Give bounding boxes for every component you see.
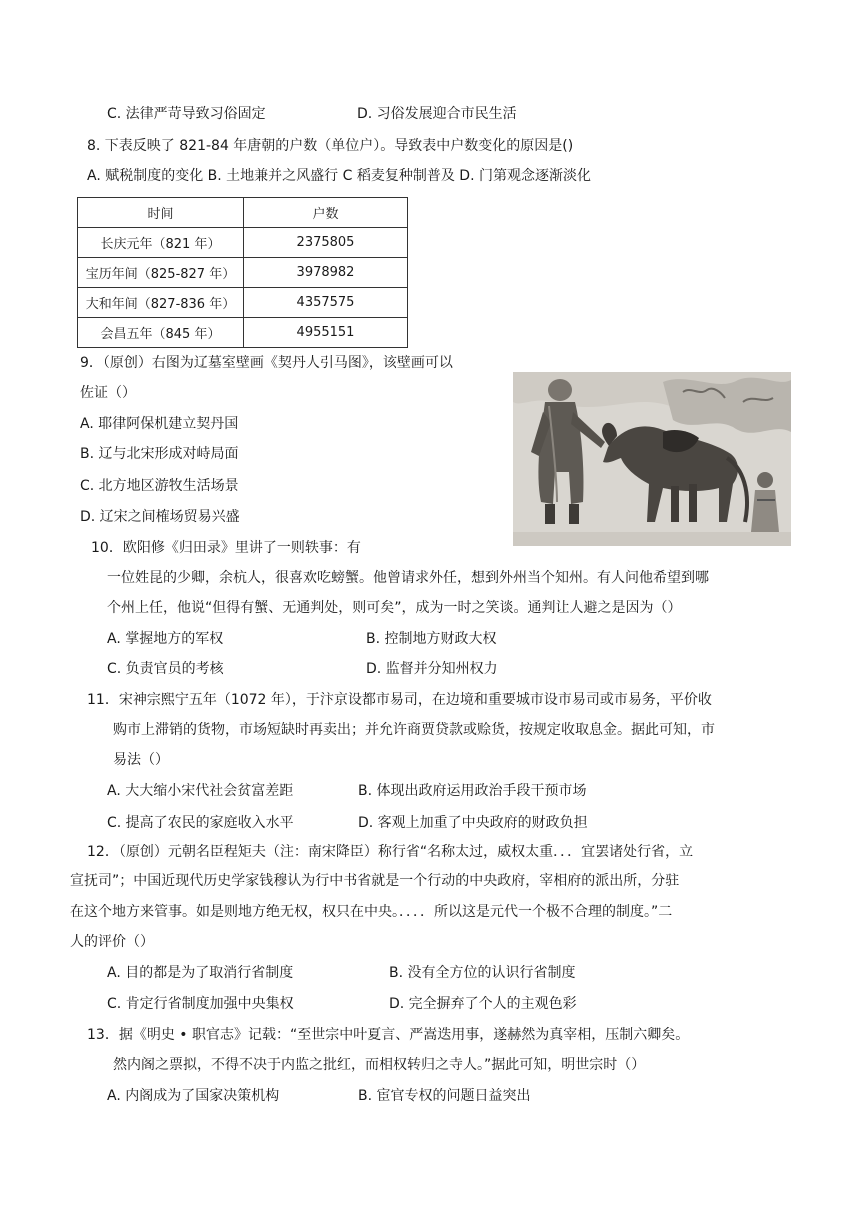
q7-option-c: C. 法律严苛导致习俗固定 [107, 106, 266, 122]
q13-option-b: B. 宦官专权的问题日益突出 [358, 1088, 531, 1104]
q9-option-b: B. 辽与北宋形成对峙局面 [80, 446, 239, 462]
q7-option-d: D. 习俗发展迎合市民生活 [357, 106, 517, 122]
table-cell-households: 3978982 [244, 258, 408, 288]
q10-option-c: C. 负责官员的考核 [107, 661, 224, 677]
q13-stem-line1: 13．据《明史 • 职官志》记载：“至世宗中叶夏言、严嵩迭用事，遂赫然为真宰相，压制六卿矣。 [87, 1027, 690, 1043]
table-row [78, 228, 408, 258]
table-cell-households: 2375805 [244, 228, 408, 258]
table-cell-time: 宝历年间（825-827 年） [78, 258, 244, 288]
q12-stem-line3: 在这个地方来管事。如是则地方绝无权，权只在中央。．．．．所以这是元代一个极不合理的制度。”二 [70, 904, 673, 920]
q11-stem-line1: 11．宋神宗熙宁五年（1072 年），于汴京设都市易司，在边境和重要城市设市易司或市易务，平价收 [87, 692, 712, 708]
q11-stem-line2: 购市上滞销的货物，市场短缺时再卖出；并允许商贾贷款或赊货，按规定收取息金。据此可知，市 [113, 722, 715, 738]
q13-option-a: A. 内阁成为了国家决策机构 [107, 1088, 280, 1104]
q9-option-a: A. 耶律阿保机建立契丹国 [80, 416, 239, 432]
table-header-households: 户数 [244, 198, 408, 228]
q9-option-c: C. 北方地区游牧生活场景 [80, 478, 239, 494]
q11-option-a: A. 大大缩小宋代社会贫富差距 [107, 783, 294, 799]
khitan-mural-image [513, 372, 791, 546]
household-table [77, 197, 408, 348]
table-row [78, 288, 408, 318]
table-cell-households: 4357575 [244, 288, 408, 318]
table-row [78, 258, 408, 288]
q9-stem-line1: 9．（原创）右图为辽墓室壁画《契丹人引马图》，该壁画可以 [80, 355, 453, 371]
q12-stem-line2: 宣抚司”；中国近现代历史学家钱穆认为行中书省就是一个行动的中央政府，宰相府的派出所，分驻 [70, 873, 680, 889]
q11-stem-line3: 易法（） [113, 752, 169, 768]
q13-stem-line2: 然内阁之票拟，不得不决于内监之批红，而相权转归之寺人。”据此可知，明世宗时（） [113, 1057, 646, 1073]
q10-option-b: B. 控制地方财政大权 [366, 631, 497, 647]
q10-stem-line3: 个州上任，他说“但得有蟹、无通判处，则可矣”，成为一时之笑谈。通判让人避之是因为（） [107, 600, 682, 616]
q10-stem-line1: 10．欧阳修《归田录》里讲了一则轶事：有 [91, 540, 361, 556]
table-cell-time: 大和年间（827-836 年） [78, 288, 244, 318]
q11-option-b: B. 体现出政府运用政治手段干预市场 [358, 783, 587, 799]
table-cell-households: 4955151 [244, 318, 408, 348]
table-cell-time: 长庆元年（821 年） [78, 228, 244, 258]
q12-stem-line1: 12．（原创）元朝名臣程矩夫（注：南宋降臣）称行省“名称太过，威权太重．．．宜罢诸处行省，立 [87, 844, 694, 860]
q11-option-c: C. 提高了农民的家庭收入水平 [107, 815, 294, 831]
table-cell-time: 会昌五年（845 年） [78, 318, 244, 348]
q10-option-a: A. 掌握地方的军权 [107, 631, 224, 647]
table-row [78, 318, 408, 348]
q11-option-d: D. 客观上加重了中央政府的财政负担 [358, 815, 588, 831]
q8-stem: 8. 下表反映了 821-84 年唐朝的户数（单位户）。导致表中户数变化的原因是() [87, 138, 574, 154]
q9-option-d: D. 辽宋之间榷场贸易兴盛 [80, 509, 240, 525]
q12-option-a: A. 目的都是为了取消行省制度 [107, 965, 294, 981]
table-header-time: 时间 [78, 198, 244, 228]
q12-option-c: C. 肯定行省制度加强中央集权 [107, 996, 294, 1012]
q12-option-d: D. 完全摒弃了个人的主观色彩 [389, 996, 577, 1012]
q9-stem-line2: 佐证（） [80, 385, 136, 401]
table-header-row [78, 198, 408, 228]
q10-stem-line2: 一位姓昆的少卿，余杭人，很喜欢吃螃蟹。他曾请求外任，想到外州当个知州。有人问他希望到哪 [107, 570, 709, 586]
q8-options: A. 赋税制度的变化 B. 土地兼并之风盛行 C 稻麦复种制普及 D. 门第观念逐渐淡化 [87, 168, 591, 184]
q10-option-d: D. 监督并分知州权力 [366, 661, 498, 677]
q12-option-b: B. 没有全方位的认识行省制度 [389, 965, 576, 981]
q12-stem-line4: 人的评价（） [70, 934, 154, 950]
